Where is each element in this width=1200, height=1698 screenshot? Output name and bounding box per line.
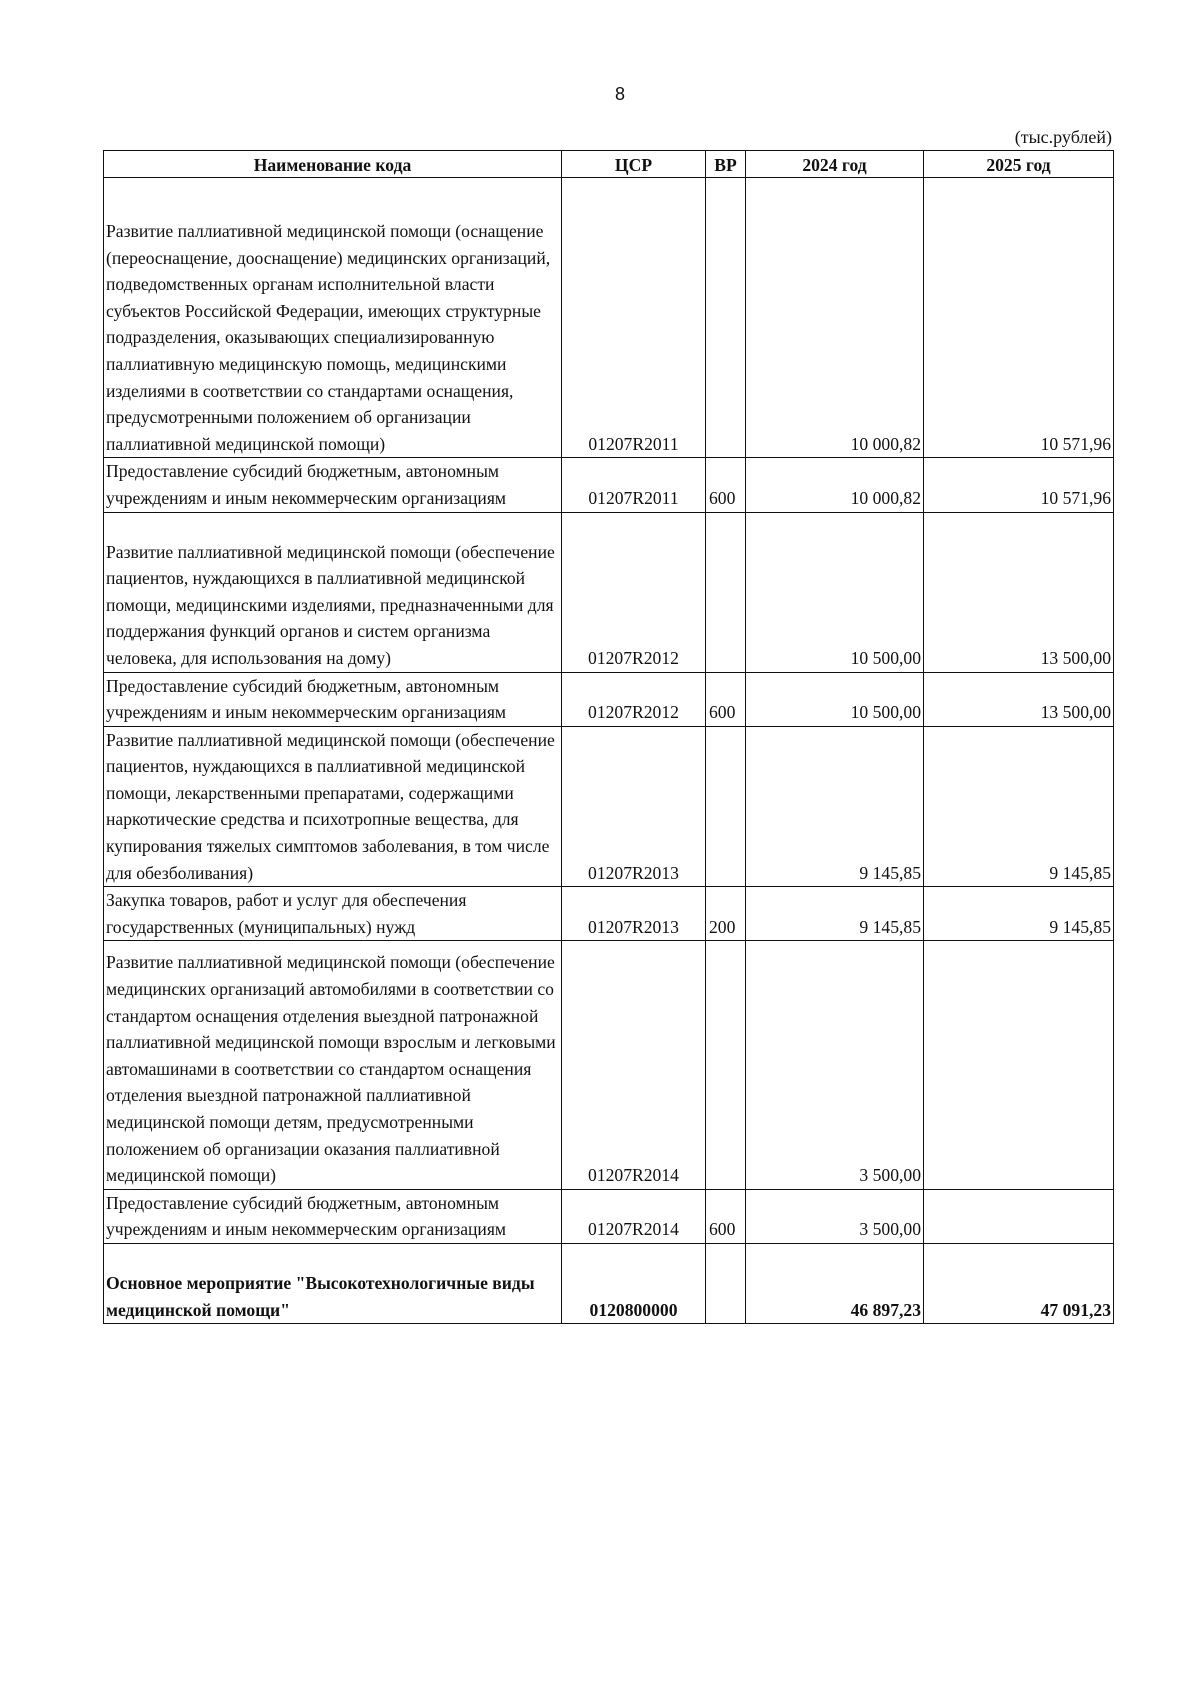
row-vr: 600 (706, 458, 746, 512)
table-row (104, 887, 1114, 941)
row-csr: 01207R2013 (562, 887, 706, 941)
row-2024: 10 500,00 (746, 672, 924, 726)
row-name: Предоставление субсидий бюджетным, автономным учреждениям и иным некоммерческим организациям (104, 458, 562, 512)
row-name-text: Основное мероприятие "Высокотехнологичные виды медицинской помощи" (106, 1272, 535, 1320)
row-2024: 10 500,00 (746, 512, 924, 672)
row-name-text: Развитие паллиативной медицинской помощи (обеспечение медицинских организаций автомобилями в соответствии со стандартом оснащения отделения выездной патронажной паллиативной медицинской помощи взрослым и легковыми автомашинами в соответствии со стандартом оснащения отделения выездной патронажной паллиативной медицинской помощи детям, предусмотренными положением об организации оказания паллиативной медицинской помощи) (106, 952, 556, 1186)
row-2025 (924, 1189, 1114, 1243)
row-csr: 01207R2011 (562, 458, 706, 512)
row-name (104, 1243, 562, 1323)
header-2024: 2024 год (746, 151, 924, 178)
header-csr: ЦСР (562, 151, 706, 178)
table-row (104, 178, 1114, 458)
row-name (104, 178, 562, 458)
table-row (104, 1243, 1114, 1323)
row-name (104, 941, 562, 1189)
row-2025: 10 571,96 (924, 178, 1114, 458)
row-name: Предоставление субсидий бюджетным, автономным учреждениям и иным некоммерческим организациям (104, 672, 562, 726)
row-vr: 200 (706, 887, 746, 941)
table-row (104, 458, 1114, 512)
row-2024: 10 000,82 (746, 458, 924, 512)
row-2024: 9 145,85 (746, 726, 924, 887)
row-2025: 47 091,23 (924, 1243, 1114, 1323)
row-csr: 01207R2014 (562, 941, 706, 1189)
row-2025: 9 145,85 (924, 726, 1114, 887)
row-2024: 3 500,00 (746, 1189, 924, 1243)
budget-table (103, 150, 1114, 1324)
table-row (104, 941, 1114, 1189)
row-csr: 01207R2011 (562, 178, 706, 458)
units-label: (тыс.рублей) (1014, 127, 1112, 147)
row-name (104, 512, 562, 672)
row-csr: 0120800000 (562, 1243, 706, 1323)
row-2024: 3 500,00 (746, 941, 924, 1189)
row-name: Развитие паллиативной медицинской помощи (обеспечение пациентов, нуждающихся в паллиативной медицинской помощи, лекарственными препаратами, содержащими наркотические средства и психотропные вещества, для купирования тяжелых симптомов заболевания, в том числе для обезболивания) (104, 726, 562, 887)
row-csr: 01207R2012 (562, 672, 706, 726)
row-name-text: Развитие паллиативной медицинской помощи (обеспечение пациентов, нуждающихся в паллиативной медицинской помощи, медицинскими изделиями, предназначенными для поддержания функций органов и систем организма человека, для использования на дому) (106, 541, 555, 668)
row-vr: 600 (706, 1189, 746, 1243)
row-csr: 01207R2014 (562, 1189, 706, 1243)
row-vr (706, 512, 746, 672)
table-row (104, 512, 1114, 672)
row-vr (706, 726, 746, 887)
row-vr (706, 941, 746, 1189)
row-name-text: Развитие паллиативной медицинской помощи (оснащение (переоснащение, дооснащение) медицинских организаций, подведомственных органам исполнительной власти субъектов Российской Федерации, имеющих структурные подразделения, оказывающих специализированную паллиативную медицинскую помощь, медицинскими изделиями в соответствии со стандартами оснащения, предусмотренными положением об организации паллиативной медицинской помощи) (106, 221, 551, 454)
row-2025: 9 145,85 (924, 887, 1114, 941)
header-2025: 2025 год (924, 151, 1114, 178)
row-2025: 10 571,96 (924, 458, 1114, 512)
row-name: Закупка товаров, работ и услуг для обеспечения государственных (муниципальных) нужд (104, 887, 562, 941)
row-vr (706, 178, 746, 458)
row-2025: 13 500,00 (924, 672, 1114, 726)
row-csr: 01207R2013 (562, 726, 706, 887)
table-row (104, 1189, 1114, 1243)
page-number: 8 (614, 84, 625, 104)
row-vr (706, 1243, 746, 1323)
table-row (104, 672, 1114, 726)
header-vr: ВР (706, 151, 746, 178)
row-2024: 10 000,82 (746, 178, 924, 458)
row-vr: 600 (706, 672, 746, 726)
row-2024: 46 897,23 (746, 1243, 924, 1323)
table-row (104, 726, 1114, 887)
row-2025 (924, 941, 1114, 1189)
row-2024: 9 145,85 (746, 887, 924, 941)
row-name: Предоставление субсидий бюджетным, автономным учреждениям и иным некоммерческим организациям (104, 1189, 562, 1243)
row-csr: 01207R2012 (562, 512, 706, 672)
header-name: Наименование кода (104, 151, 562, 178)
table-header-row (104, 151, 1114, 178)
row-2025: 13 500,00 (924, 512, 1114, 672)
